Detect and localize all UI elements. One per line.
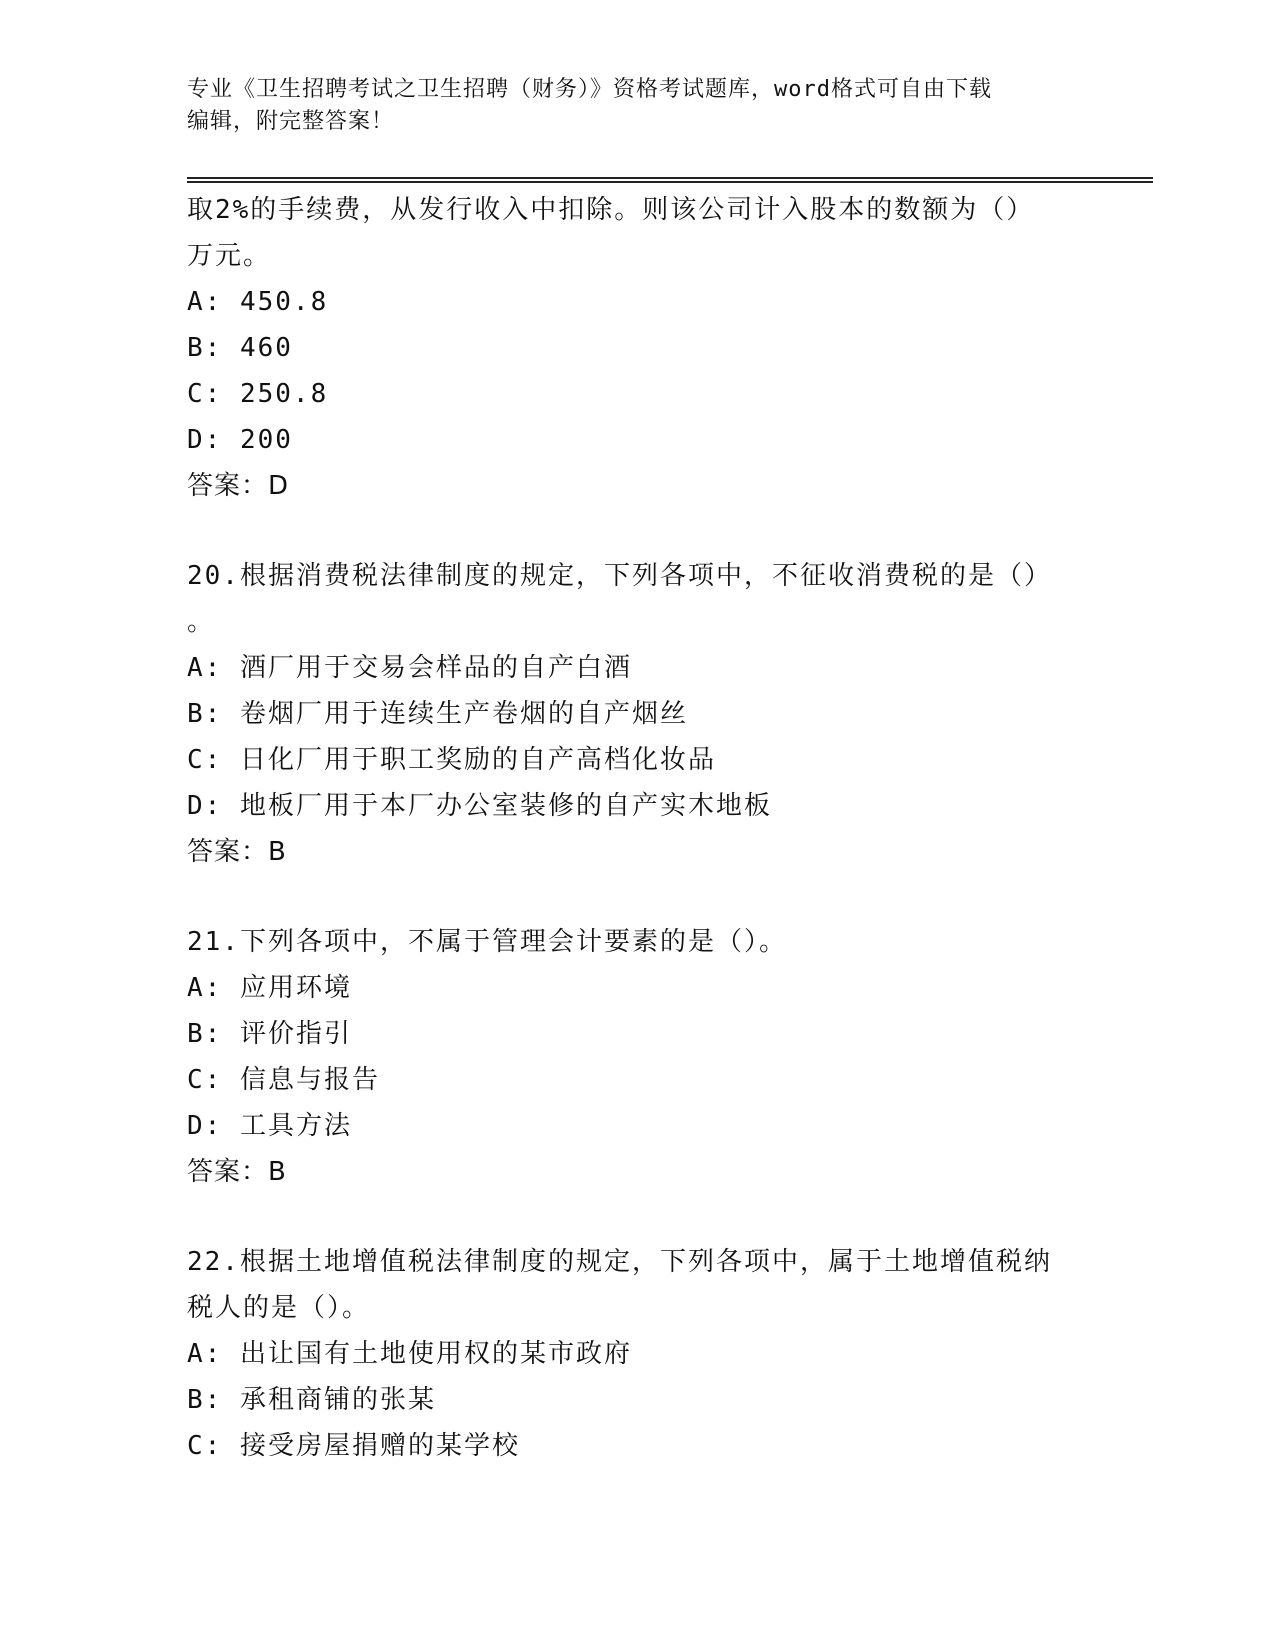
option-b: B: 评价指引 [187,1019,352,1049]
question-stem-line: 。 [187,607,216,637]
option-b: B: 460 [187,333,293,363]
header-line-1: 专业《卫生招聘考试之卫生招聘（财务）》资格考试题库，word格式可自由下载 [187,77,992,102]
question-stem-line: 20.根据消费税法律制度的规定，下列各项中，不征收消费税的是（） [187,561,1052,591]
answer-line: 答案：B [187,1157,287,1187]
spacer [187,1195,1087,1239]
option-c: C: 250.8 [187,379,329,409]
spacer [187,875,1087,919]
question-22 [187,1239,1087,1469]
question-20 [187,553,1087,875]
answer-line: 答案：B [187,837,287,867]
option-c: C: 信息与报告 [187,1065,380,1095]
option-a: A: 应用环境 [187,973,352,1003]
question-21 [187,919,1087,1195]
question-stem-line: 22.根据土地增值税法律制度的规定，下列各项中，属于土地增值税纳 [187,1247,1052,1277]
document-header [187,74,1067,138]
option-d: D: 地板厂用于本厂办公室装修的自产实木地板 [187,791,772,821]
option-a: A: 出让国有土地使用权的某市政府 [187,1339,632,1369]
question-stem-line: 税人的是（）。 [187,1293,371,1323]
question-19 [187,187,1087,509]
question-stem-line: 万元。 [187,241,272,271]
option-b: B: 承租商铺的张某 [187,1385,436,1415]
option-c: C: 日化厂用于职工奖励的自产高档化妆品 [187,745,716,775]
option-a: A: 酒厂用于交易会样品的自产白酒 [187,653,632,683]
option-c: C: 接受房屋捐赠的某学校 [187,1431,520,1461]
spacer [187,509,1087,553]
answer-line: 答案：D [187,471,290,501]
question-list [187,187,1087,1469]
question-stem-line: 取2%的手续费，从发行收入中扣除。则该公司计入股本的数额为（） [187,195,1035,225]
option-a: A: 450.8 [187,287,329,317]
header-line-2: 编辑，附完整答案！ [187,109,395,134]
header-divider-bottom [187,181,1153,183]
option-b: B: 卷烟厂用于连续生产卷烟的自产烟丝 [187,699,688,729]
option-d: D: 工具方法 [187,1111,352,1141]
question-stem-line: 21.下列各项中，不属于管理会计要素的是（）。 [187,927,787,957]
option-d: D: 200 [187,425,293,455]
header-divider-top [187,177,1153,179]
